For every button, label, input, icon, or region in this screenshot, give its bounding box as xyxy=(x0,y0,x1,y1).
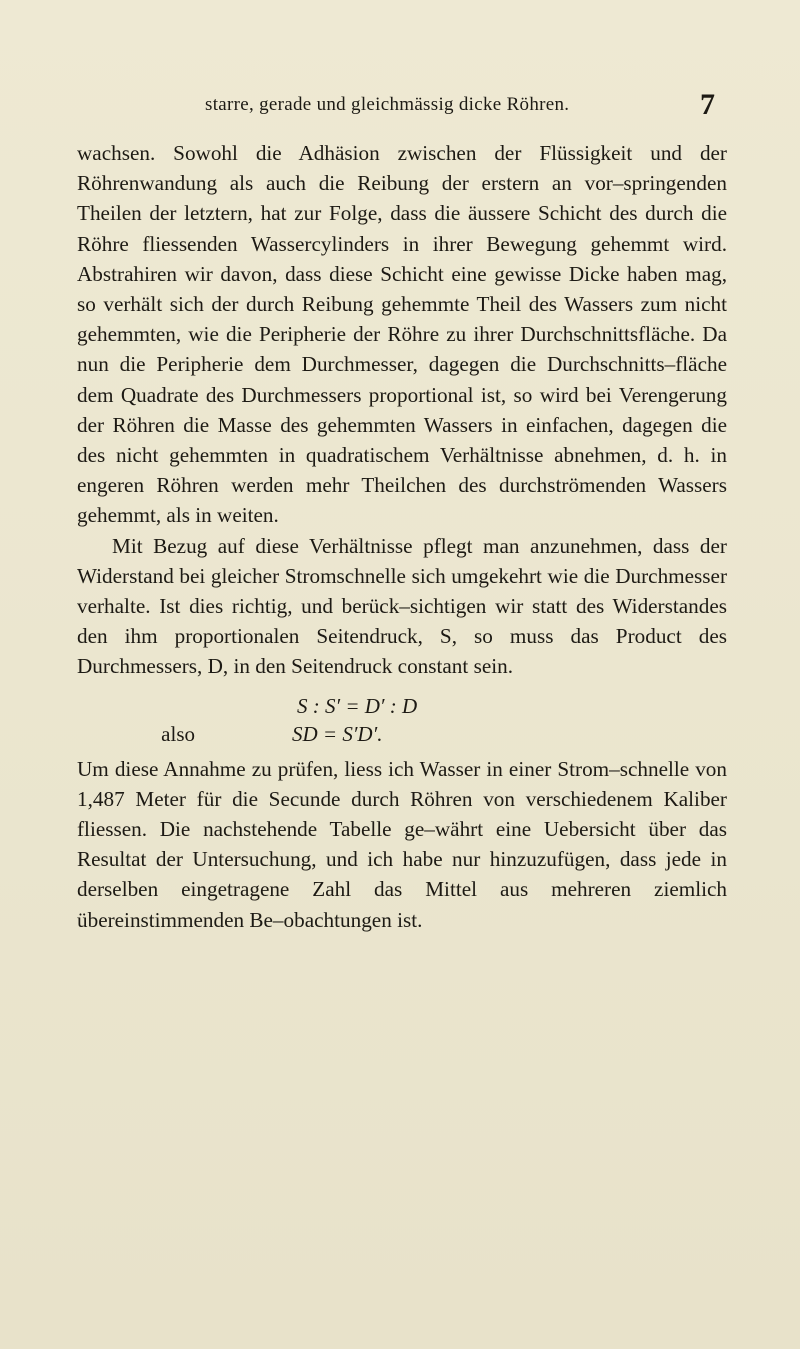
formula-proportion: S : S′ = D′ : D xyxy=(297,693,418,718)
formula-line-1 xyxy=(77,692,727,720)
paragraph-1: wachsen. Sowohl die Adhäsion zwischen der Flüssigkeit und der Röhrenwandung als auch die Reibung der erstern an vor–springenden Theilen der letztern, hat zur Folge, dass die äussere Schicht des durch die Röhre fliessenden Wassercylinders in ihrer Bewegung gehemmt wird. Abstrahiren wir davon, dass diese Schicht eine gewisse Dicke haben mag, so verhält sich der durch Reibung gehemmte Theil des Wassers zum nicht gehemmten, wie die Peripherie der Röhre zu ihrer Durchschnittsfläche. Da nun die Peripherie dem Durchmesser, dagegen die Durchschnitts–fläche dem Quadrate des Durchmessers proportional ist, so wird bei Verengerung der Röhren die Masse des gehemmten Wassers in einfachen, dagegen die des nicht gehemmten in quadratischem Verhältnisse abnehmen, d. h. in engeren Röhren werden mehr Theilchen des durchströmenden Wassers gehemmt, als in weiten. xyxy=(77,141,727,528)
formula-label-also: also xyxy=(161,721,195,746)
formula-product: SD = S′D′. xyxy=(292,721,383,746)
formula-block xyxy=(77,692,727,748)
page-number: 7 xyxy=(700,88,715,121)
paragraph-2: Mit Bezug auf diese Verhältnisse pflegt man anzunehmen, dass der Widerstand bei gleicher Stromschnelle sich umgekehrt wie die Durchmesser verhalte. Ist dies richtig, und berück–sichtigen wir statt des Widerstandes den ihm proportionalen Seitendruck, S, so muss das Product des Durchmessers, D, in den Seitendruck constant sein. xyxy=(77,533,727,679)
body-text xyxy=(77,138,727,935)
formula-line-2 xyxy=(77,720,727,748)
running-head xyxy=(0,88,800,128)
paragraph-3: Um diese Annahme zu prüfen, liess ich Wasser in einer Strom–schnelle von 1,487 Meter für die Secunde durch Röhren von verschiedenem Kaliber fliessen. Die nachstehende Tabelle ge–währt eine Uebersicht über das Resultat der Untersuchung, und ich habe nur hinzuzufügen, dass jede in derselben eingetragene Zahl das Mittel aus mehreren ziemlich übereinstimmenden Be–obachtungen ist. xyxy=(77,756,727,932)
running-title: starre, gerade und gleichmässig dicke Röhren. xyxy=(205,94,570,115)
